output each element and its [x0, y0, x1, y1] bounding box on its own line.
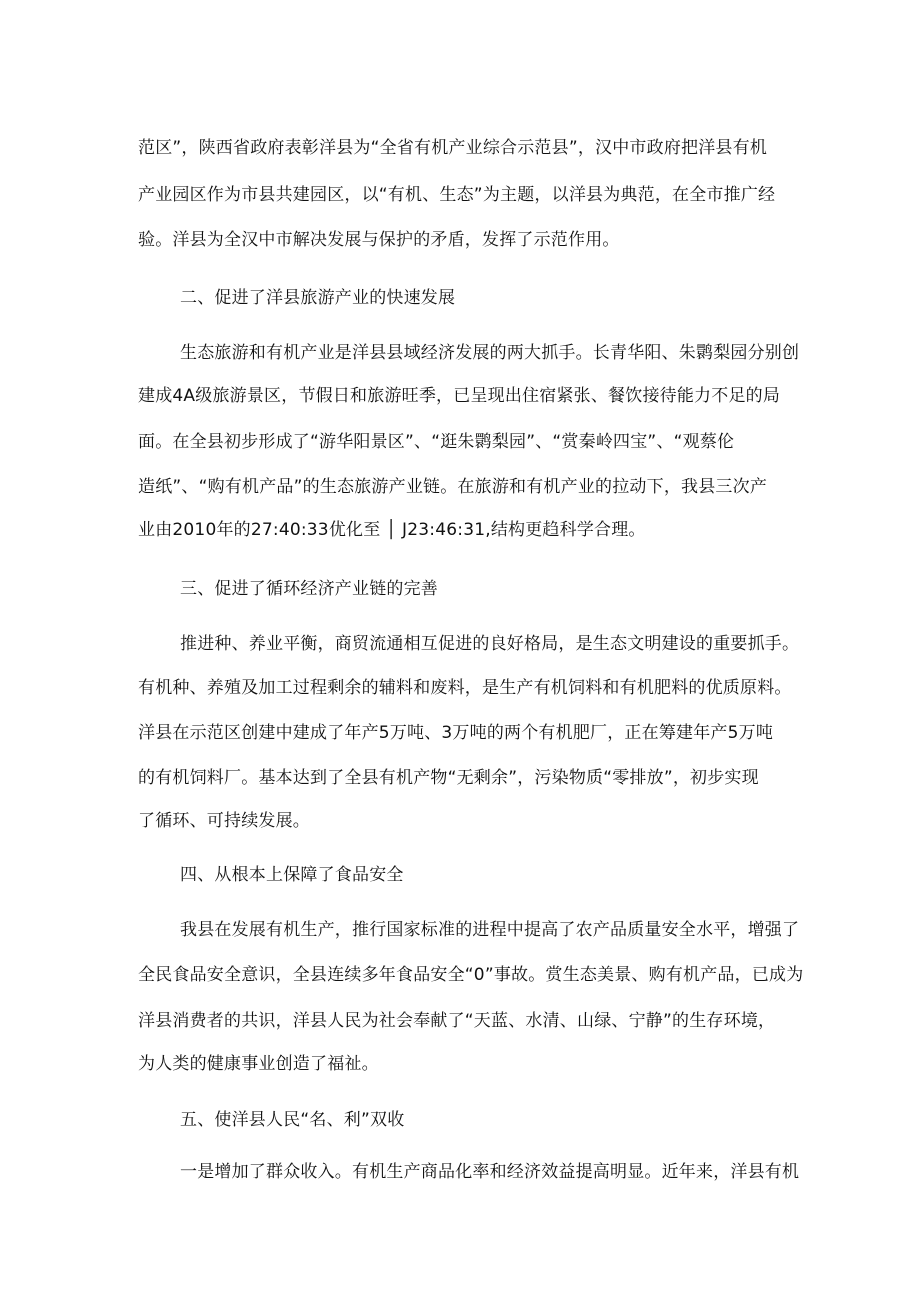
paragraph-line: 一是增加了群众收入。有机生产商品化率和经济效益提高明显。近年来，洋县有机 [180, 1162, 800, 1182]
paragraph-line: 产业园区作为市县共建园区，以“有机、生态”为主题，以洋县为典范，在全市推广经 [138, 185, 776, 205]
paragraph-line: 推进种、养业平衡，商贸流通相互促进的良好格局，是生态文明建设的重要抓手。 [180, 634, 800, 654]
paragraph-line: 造纸”、“购有机产品”的生态旅游产业链。在旅游和有机产业的拉动下，我县三次产 [138, 477, 768, 497]
section-heading: 四、从根本上保障了食品安全 [180, 865, 404, 885]
section-heading: 二、促进了洋县旅游产业的快速发展 [180, 288, 456, 308]
section-heading: 五、使洋县人民“名、利”双收 [180, 1110, 405, 1130]
paragraph-line: 验。洋县为全汉中市解决发展与保护的矛盾，发挥了示范作用。 [138, 230, 620, 250]
paragraph-line: 洋县消费者的共识，洋县人民为社会奉献了“天蓝、水清、山绿、宁静”的生存环境， [138, 1011, 776, 1031]
paragraph-line: 有机种、养殖及加工过程剩余的辅料和废料，是生产有机饲料和有机肥料的优质原料。 [138, 678, 792, 698]
paragraph-line: 生态旅游和有机产业是洋县县域经济发展的两大抓手。长青华阳、朱鹮梨园分别创 [180, 343, 800, 363]
section-heading: 三、促进了循环经济产业链的完善 [180, 579, 438, 599]
paragraph-line: 的有机饲料厂。基本达到了全县有机产物“无剩余”，污染物质“零排放”，初步实现 [138, 768, 759, 788]
paragraph-line: 我县在发展有机生产，推行国家标准的进程中提高了农产品质量安全水平，增强了 [180, 920, 800, 940]
paragraph-line: 全民食品安全意识，全县连续多年食品安全“0”事故。赏生态美景、购有机产品，已成为 [138, 965, 804, 985]
paragraph-line: 面。在全县初步形成了“游华阳景区”、“逛朱鹮梨园”、“赏秦岭四宝”、“观蔡伦 [138, 432, 735, 452]
paragraph-line: 业由2010年的27:40:33优化至 │ J23:46:31,结构更趋科学合理。 [138, 520, 646, 540]
paragraph-line: 范区”，陕西省政府表彰洋县为“全省有机产业综合示范县”，汉中市政府把洋县有机 [138, 138, 768, 158]
paragraph-line: 了循环、可持续发展。 [138, 811, 310, 831]
paragraph-line: 为人类的健康事业创造了福祉。 [138, 1054, 379, 1074]
paragraph-line: 建成4A级旅游景区，节假日和旅游旺季，已呈现出住宿紧张、餐饮接待能力不足的局 [138, 386, 781, 406]
paragraph-line: 洋县在示范区创建中建成了年产5万吨、3万吨的两个有机肥厂，正在筹建年产5万吨 [138, 723, 774, 743]
